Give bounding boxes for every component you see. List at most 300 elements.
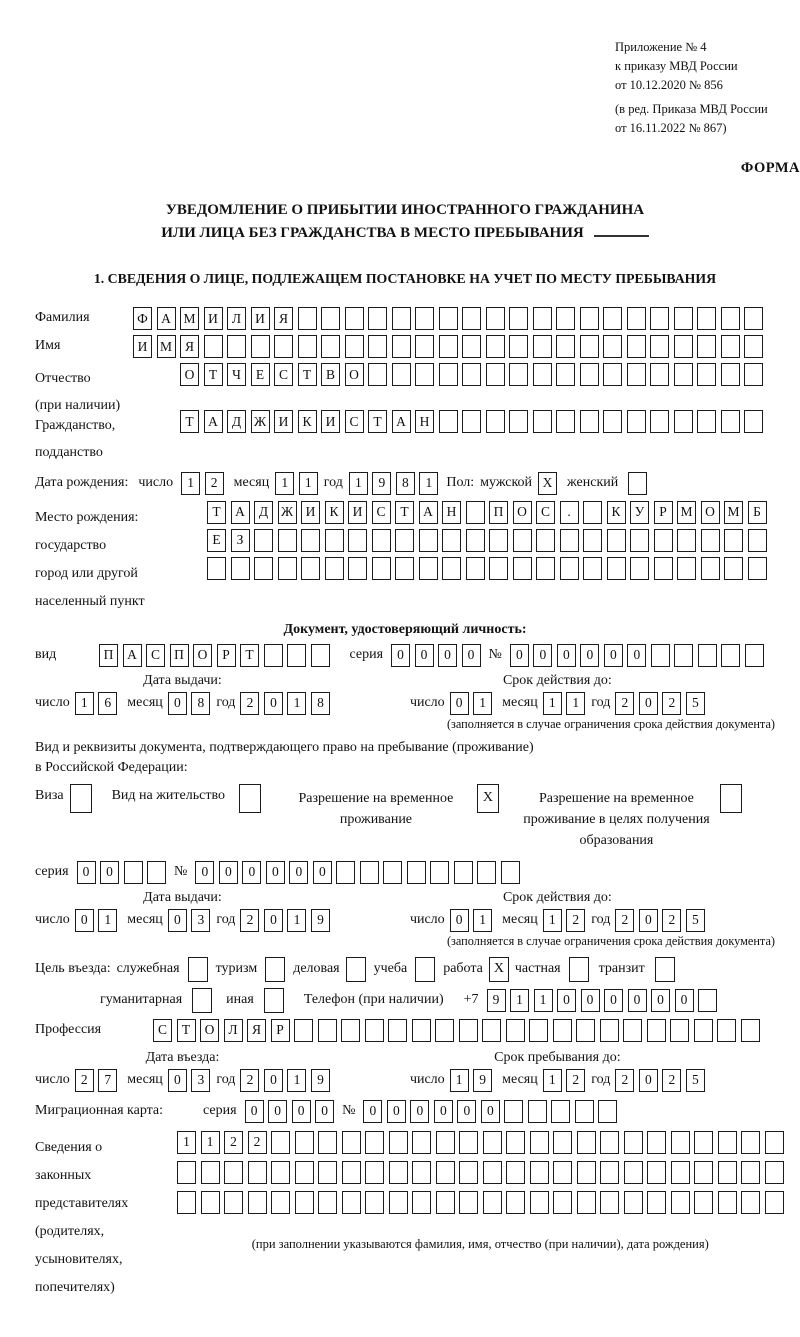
char-cell[interactable]: 0 — [434, 1100, 453, 1123]
char-cell[interactable] — [365, 1191, 384, 1214]
char-cell[interactable] — [721, 363, 740, 386]
char-cell[interactable] — [459, 1019, 478, 1042]
char-cell[interactable] — [271, 1161, 290, 1184]
char-cell[interactable] — [528, 1100, 547, 1123]
char-cell[interactable] — [583, 501, 602, 524]
char-cell[interactable]: 0 — [292, 1100, 311, 1123]
purpose-transit-checkbox[interactable] — [655, 957, 675, 982]
char-cell[interactable] — [627, 410, 646, 433]
char-cell[interactable] — [124, 861, 143, 884]
char-cell[interactable] — [224, 1161, 243, 1184]
char-cell[interactable] — [583, 529, 602, 552]
char-cell[interactable] — [483, 1131, 502, 1154]
char-cell[interactable]: 0 — [100, 861, 119, 884]
char-cell[interactable] — [765, 1161, 784, 1184]
char-cell[interactable]: Я — [180, 335, 199, 358]
char-cell[interactable] — [419, 557, 438, 580]
char-cell[interactable]: 0 — [557, 989, 576, 1012]
char-cell[interactable] — [383, 861, 402, 884]
char-cell[interactable] — [701, 557, 720, 580]
char-cell[interactable]: М — [180, 307, 199, 330]
char-cell[interactable] — [462, 307, 481, 330]
char-cell[interactable] — [624, 1131, 643, 1154]
char-cell[interactable] — [271, 1191, 290, 1214]
char-cell[interactable] — [278, 557, 297, 580]
char-cell[interactable]: 0 — [289, 861, 308, 884]
char-cell[interactable] — [697, 307, 716, 330]
char-cell[interactable] — [407, 861, 426, 884]
char-cell[interactable]: А — [123, 644, 142, 667]
char-cell[interactable]: С — [536, 501, 555, 524]
char-cell[interactable]: Я — [247, 1019, 266, 1042]
char-cell[interactable] — [627, 363, 646, 386]
char-cell[interactable] — [325, 557, 344, 580]
char-cell[interactable] — [459, 1191, 478, 1214]
char-cell[interactable] — [177, 1161, 196, 1184]
char-cell[interactable] — [227, 335, 246, 358]
char-cell[interactable] — [677, 557, 696, 580]
char-cell[interactable] — [486, 410, 505, 433]
char-cell[interactable]: 0 — [168, 1069, 187, 1092]
char-cell[interactable] — [321, 307, 340, 330]
char-cell[interactable] — [177, 1191, 196, 1214]
char-cell[interactable] — [694, 1131, 713, 1154]
char-cell[interactable] — [204, 335, 223, 358]
char-cell[interactable]: 1 — [201, 1131, 220, 1154]
char-cell[interactable]: Р — [654, 501, 673, 524]
char-cell[interactable] — [486, 307, 505, 330]
char-cell[interactable]: 1 — [299, 472, 318, 495]
char-cell[interactable]: 0 — [581, 989, 600, 1012]
char-cell[interactable] — [336, 861, 355, 884]
purpose-tourism-checkbox[interactable] — [265, 957, 285, 982]
char-cell[interactable]: И — [301, 501, 320, 524]
char-cell[interactable] — [509, 307, 528, 330]
char-cell[interactable] — [415, 363, 434, 386]
char-cell[interactable] — [466, 557, 485, 580]
char-cell[interactable] — [462, 410, 481, 433]
char-cell[interactable] — [345, 307, 364, 330]
char-cell[interactable] — [489, 557, 508, 580]
char-cell[interactable] — [624, 1161, 643, 1184]
char-cell[interactable]: 0 — [639, 692, 658, 715]
char-cell[interactable]: 9 — [311, 1069, 330, 1092]
char-cell[interactable] — [647, 1161, 666, 1184]
char-cell[interactable]: И — [251, 307, 270, 330]
char-cell[interactable]: 1 — [98, 909, 117, 932]
char-cell[interactable] — [650, 335, 669, 358]
char-cell[interactable]: 1 — [75, 692, 94, 715]
char-cell[interactable]: 0 — [481, 1100, 500, 1123]
char-cell[interactable] — [506, 1019, 525, 1042]
char-cell[interactable] — [368, 363, 387, 386]
char-cell[interactable]: А — [231, 501, 250, 524]
char-cell[interactable] — [671, 1131, 690, 1154]
char-cell[interactable]: О — [180, 363, 199, 386]
char-cell[interactable]: С — [274, 363, 293, 386]
char-cell[interactable] — [372, 529, 391, 552]
char-cell[interactable] — [630, 557, 649, 580]
char-cell[interactable] — [580, 307, 599, 330]
char-cell[interactable] — [697, 335, 716, 358]
char-cell[interactable] — [368, 335, 387, 358]
char-cell[interactable]: 0 — [639, 909, 658, 932]
char-cell[interactable]: И — [133, 335, 152, 358]
char-cell[interactable]: 0 — [387, 1100, 406, 1123]
char-cell[interactable] — [577, 1161, 596, 1184]
char-cell[interactable] — [318, 1161, 337, 1184]
char-cell[interactable]: 1 — [349, 472, 368, 495]
temp-residence-checkbox[interactable]: X — [477, 784, 499, 813]
char-cell[interactable]: 0 — [168, 692, 187, 715]
char-cell[interactable] — [419, 529, 438, 552]
char-cell[interactable] — [694, 1161, 713, 1184]
char-cell[interactable] — [765, 1191, 784, 1214]
char-cell[interactable]: О — [200, 1019, 219, 1042]
char-cell[interactable] — [415, 335, 434, 358]
char-cell[interactable] — [533, 363, 552, 386]
char-cell[interactable]: 2 — [566, 1069, 585, 1092]
char-cell[interactable] — [674, 335, 693, 358]
char-cell[interactable]: 0 — [651, 989, 670, 1012]
char-cell[interactable] — [318, 1191, 337, 1214]
purpose-work-checkbox[interactable]: X — [489, 957, 509, 982]
char-cell[interactable] — [598, 1100, 617, 1123]
purpose-business-checkbox[interactable] — [346, 957, 366, 982]
char-cell[interactable] — [671, 1191, 690, 1214]
char-cell[interactable] — [482, 1019, 501, 1042]
char-cell[interactable]: 2 — [75, 1069, 94, 1092]
char-cell[interactable] — [647, 1131, 666, 1154]
char-cell[interactable] — [744, 335, 763, 358]
char-cell[interactable] — [717, 1019, 736, 1042]
char-cell[interactable]: 1 — [181, 472, 200, 495]
char-cell[interactable] — [342, 1131, 361, 1154]
char-cell[interactable]: Д — [227, 410, 246, 433]
char-cell[interactable] — [741, 1131, 760, 1154]
char-cell[interactable] — [580, 410, 599, 433]
char-cell[interactable] — [607, 529, 626, 552]
char-cell[interactable] — [325, 529, 344, 552]
char-cell[interactable] — [530, 1161, 549, 1184]
char-cell[interactable]: 1 — [287, 909, 306, 932]
char-cell[interactable]: С — [146, 644, 165, 667]
char-cell[interactable] — [718, 1131, 737, 1154]
char-cell[interactable]: 0 — [462, 644, 481, 667]
char-cell[interactable] — [509, 363, 528, 386]
char-cell[interactable] — [295, 1191, 314, 1214]
char-cell[interactable] — [439, 335, 458, 358]
char-cell[interactable] — [412, 1161, 431, 1184]
char-cell[interactable] — [392, 335, 411, 358]
char-cell[interactable] — [442, 529, 461, 552]
char-cell[interactable]: 5 — [686, 1069, 705, 1092]
char-cell[interactable] — [412, 1131, 431, 1154]
char-cell[interactable]: И — [274, 410, 293, 433]
char-cell[interactable]: 2 — [662, 692, 681, 715]
char-cell[interactable] — [677, 529, 696, 552]
char-cell[interactable] — [486, 363, 505, 386]
char-cell[interactable] — [553, 1131, 572, 1154]
char-cell[interactable]: 0 — [75, 909, 94, 932]
char-cell[interactable]: 9 — [487, 989, 506, 1012]
char-cell[interactable]: 1 — [287, 692, 306, 715]
char-cell[interactable] — [577, 1131, 596, 1154]
char-cell[interactable]: 0 — [313, 861, 332, 884]
char-cell[interactable]: 6 — [98, 692, 117, 715]
char-cell[interactable] — [509, 335, 528, 358]
char-cell[interactable] — [442, 557, 461, 580]
char-cell[interactable] — [477, 861, 496, 884]
char-cell[interactable]: 2 — [205, 472, 224, 495]
char-cell[interactable] — [744, 363, 763, 386]
char-cell[interactable]: 1 — [177, 1131, 196, 1154]
char-cell[interactable] — [439, 410, 458, 433]
char-cell[interactable] — [718, 1191, 737, 1214]
char-cell[interactable] — [721, 410, 740, 433]
char-cell[interactable] — [674, 410, 693, 433]
char-cell[interactable]: 0 — [266, 861, 285, 884]
char-cell[interactable] — [627, 335, 646, 358]
char-cell[interactable] — [623, 1019, 642, 1042]
char-cell[interactable] — [342, 1161, 361, 1184]
char-cell[interactable] — [489, 529, 508, 552]
char-cell[interactable] — [368, 307, 387, 330]
char-cell[interactable] — [466, 529, 485, 552]
char-cell[interactable] — [745, 644, 764, 667]
char-cell[interactable] — [698, 644, 717, 667]
sex-female-checkbox[interactable] — [628, 472, 647, 495]
char-cell[interactable] — [388, 1019, 407, 1042]
char-cell[interactable] — [466, 501, 485, 524]
char-cell[interactable] — [647, 1191, 666, 1214]
char-cell[interactable]: 2 — [615, 909, 634, 932]
char-cell[interactable] — [392, 307, 411, 330]
char-cell[interactable]: С — [345, 410, 364, 433]
char-cell[interactable] — [365, 1019, 384, 1042]
char-cell[interactable]: 2 — [240, 692, 259, 715]
char-cell[interactable]: 1 — [287, 1069, 306, 1092]
char-cell[interactable] — [436, 1161, 455, 1184]
char-cell[interactable] — [654, 557, 673, 580]
char-cell[interactable]: 0 — [580, 644, 599, 667]
char-cell[interactable] — [506, 1161, 525, 1184]
char-cell[interactable] — [459, 1131, 478, 1154]
char-cell[interactable] — [506, 1191, 525, 1214]
char-cell[interactable] — [551, 1100, 570, 1123]
char-cell[interactable]: 0 — [628, 989, 647, 1012]
char-cell[interactable] — [624, 1191, 643, 1214]
char-cell[interactable]: Д — [254, 501, 273, 524]
char-cell[interactable] — [348, 557, 367, 580]
char-cell[interactable]: 0 — [195, 861, 214, 884]
char-cell[interactable] — [556, 410, 575, 433]
purpose-private-checkbox[interactable] — [569, 957, 589, 982]
char-cell[interactable] — [556, 307, 575, 330]
char-cell[interactable]: Ф — [133, 307, 152, 330]
char-cell[interactable] — [389, 1191, 408, 1214]
char-cell[interactable]: 1 — [543, 909, 562, 932]
char-cell[interactable] — [765, 1131, 784, 1154]
char-cell[interactable] — [360, 861, 379, 884]
char-cell[interactable] — [694, 1019, 713, 1042]
char-cell[interactable] — [483, 1161, 502, 1184]
char-cell[interactable]: О — [345, 363, 364, 386]
char-cell[interactable] — [321, 335, 340, 358]
char-cell[interactable] — [741, 1161, 760, 1184]
char-cell[interactable]: С — [372, 501, 391, 524]
char-cell[interactable] — [724, 557, 743, 580]
char-cell[interactable] — [278, 529, 297, 552]
char-cell[interactable]: 0 — [264, 909, 283, 932]
char-cell[interactable]: 8 — [191, 692, 210, 715]
char-cell[interactable] — [231, 557, 250, 580]
char-cell[interactable] — [674, 363, 693, 386]
char-cell[interactable] — [698, 989, 717, 1012]
char-cell[interactable]: Т — [240, 644, 259, 667]
char-cell[interactable] — [576, 1019, 595, 1042]
char-cell[interactable]: В — [321, 363, 340, 386]
char-cell[interactable]: 0 — [268, 1100, 287, 1123]
char-cell[interactable]: М — [724, 501, 743, 524]
char-cell[interactable] — [372, 557, 391, 580]
char-cell[interactable] — [435, 1019, 454, 1042]
char-cell[interactable]: 3 — [191, 1069, 210, 1092]
char-cell[interactable] — [271, 1131, 290, 1154]
char-cell[interactable] — [298, 335, 317, 358]
char-cell[interactable] — [560, 529, 579, 552]
char-cell[interactable]: 0 — [168, 909, 187, 932]
char-cell[interactable] — [506, 1131, 525, 1154]
char-cell[interactable]: 0 — [264, 692, 283, 715]
char-cell[interactable]: 0 — [363, 1100, 382, 1123]
char-cell[interactable]: 1 — [543, 1069, 562, 1092]
char-cell[interactable]: Ж — [278, 501, 297, 524]
char-cell[interactable] — [580, 363, 599, 386]
char-cell[interactable] — [533, 410, 552, 433]
char-cell[interactable] — [389, 1131, 408, 1154]
char-cell[interactable]: 1 — [543, 692, 562, 715]
char-cell[interactable]: И — [204, 307, 223, 330]
char-cell[interactable] — [298, 307, 317, 330]
char-cell[interactable] — [412, 1019, 431, 1042]
char-cell[interactable]: К — [298, 410, 317, 433]
char-cell[interactable]: 0 — [604, 989, 623, 1012]
char-cell[interactable] — [533, 335, 552, 358]
char-cell[interactable]: А — [392, 410, 411, 433]
char-cell[interactable] — [603, 363, 622, 386]
char-cell[interactable]: К — [325, 501, 344, 524]
char-cell[interactable]: П — [99, 644, 118, 667]
char-cell[interactable] — [201, 1161, 220, 1184]
char-cell[interactable] — [536, 557, 555, 580]
char-cell[interactable]: Л — [227, 307, 246, 330]
char-cell[interactable]: П — [170, 644, 189, 667]
char-cell[interactable] — [627, 307, 646, 330]
char-cell[interactable] — [575, 1100, 594, 1123]
char-cell[interactable]: 0 — [450, 692, 469, 715]
char-cell[interactable] — [697, 410, 716, 433]
char-cell[interactable] — [430, 861, 449, 884]
char-cell[interactable]: Я — [274, 307, 293, 330]
char-cell[interactable] — [365, 1131, 384, 1154]
char-cell[interactable] — [412, 1191, 431, 1214]
char-cell[interactable]: Т — [207, 501, 226, 524]
char-cell[interactable] — [530, 1191, 549, 1214]
char-cell[interactable]: Т — [204, 363, 223, 386]
char-cell[interactable]: 3 — [191, 909, 210, 932]
char-cell[interactable]: Н — [442, 501, 461, 524]
char-cell[interactable] — [553, 1019, 572, 1042]
char-cell[interactable]: 0 — [415, 644, 434, 667]
char-cell[interactable] — [724, 529, 743, 552]
char-cell[interactable] — [744, 307, 763, 330]
char-cell[interactable]: 2 — [566, 909, 585, 932]
char-cell[interactable]: 0 — [438, 644, 457, 667]
char-cell[interactable]: С — [153, 1019, 172, 1042]
char-cell[interactable]: Т — [298, 363, 317, 386]
char-cell[interactable]: 1 — [275, 472, 294, 495]
char-cell[interactable] — [395, 557, 414, 580]
char-cell[interactable] — [342, 1191, 361, 1214]
char-cell[interactable]: 0 — [675, 989, 694, 1012]
char-cell[interactable]: Л — [224, 1019, 243, 1042]
char-cell[interactable] — [674, 644, 693, 667]
char-cell[interactable]: 0 — [245, 1100, 264, 1123]
char-cell[interactable] — [254, 557, 273, 580]
char-cell[interactable]: 2 — [240, 909, 259, 932]
char-cell[interactable]: 0 — [457, 1100, 476, 1123]
char-cell[interactable]: Ж — [251, 410, 270, 433]
char-cell[interactable]: П — [489, 501, 508, 524]
char-cell[interactable]: Т — [368, 410, 387, 433]
char-cell[interactable] — [556, 363, 575, 386]
char-cell[interactable]: Е — [207, 529, 226, 552]
residence-permit-checkbox[interactable] — [239, 784, 261, 813]
char-cell[interactable] — [671, 1161, 690, 1184]
char-cell[interactable]: Н — [415, 410, 434, 433]
char-cell[interactable]: А — [419, 501, 438, 524]
char-cell[interactable] — [630, 529, 649, 552]
char-cell[interactable] — [600, 1161, 619, 1184]
char-cell[interactable] — [295, 1131, 314, 1154]
char-cell[interactable] — [513, 557, 532, 580]
char-cell[interactable]: 0 — [450, 909, 469, 932]
char-cell[interactable]: 2 — [615, 692, 634, 715]
char-cell[interactable]: Ч — [227, 363, 246, 386]
char-cell[interactable] — [607, 557, 626, 580]
char-cell[interactable] — [650, 410, 669, 433]
char-cell[interactable] — [224, 1191, 243, 1214]
char-cell[interactable] — [341, 1019, 360, 1042]
char-cell[interactable] — [701, 529, 720, 552]
char-cell[interactable]: Р — [271, 1019, 290, 1042]
char-cell[interactable] — [348, 529, 367, 552]
char-cell[interactable] — [462, 363, 481, 386]
char-cell[interactable] — [654, 529, 673, 552]
char-cell[interactable] — [697, 363, 716, 386]
char-cell[interactable] — [287, 644, 306, 667]
sex-male-checkbox[interactable]: X — [538, 472, 557, 495]
char-cell[interactable]: М — [157, 335, 176, 358]
char-cell[interactable]: Р — [217, 644, 236, 667]
char-cell[interactable] — [603, 335, 622, 358]
char-cell[interactable]: 2 — [615, 1069, 634, 1092]
char-cell[interactable]: К — [607, 501, 626, 524]
purpose-humanitarian-checkbox[interactable] — [192, 988, 212, 1013]
char-cell[interactable]: 2 — [240, 1069, 259, 1092]
char-cell[interactable]: 0 — [77, 861, 96, 884]
